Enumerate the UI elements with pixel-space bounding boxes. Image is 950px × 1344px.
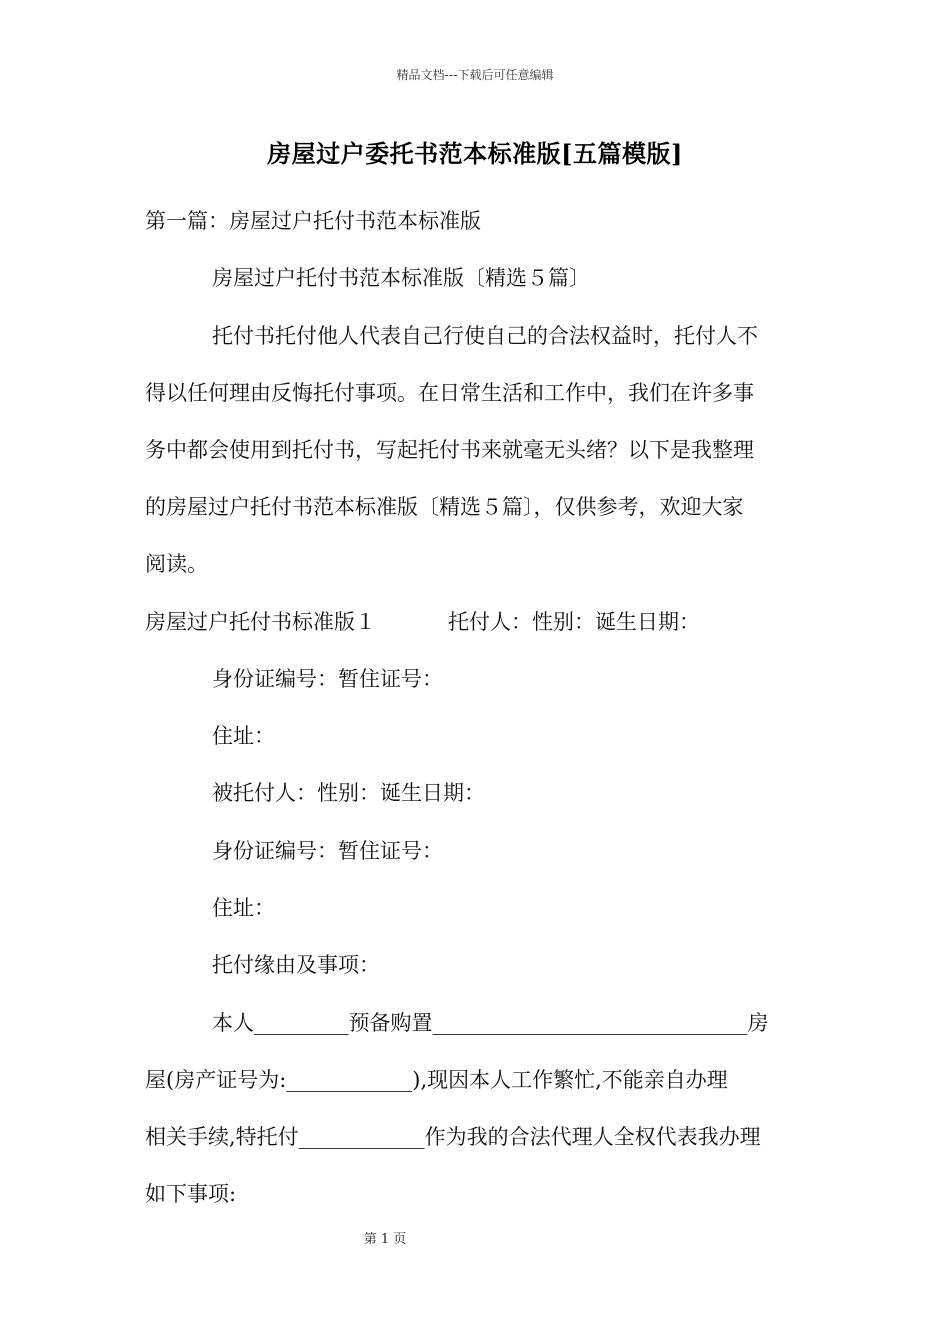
reason-label: 托付缘由及事项： [212, 953, 380, 977]
paragraph-line: 阅读。 [145, 552, 208, 576]
body-line: 屋(房产证号为:____________),现因本人工作繁忙,不能亲自办理 [145, 1068, 728, 1092]
id-line: 身份证编号：暂住证号： [212, 839, 443, 863]
principal-fields: 托付人：性别：诞生日期： [448, 610, 700, 634]
paragraph-line: 托付书托付他人代表自己行使自己的合法权益时，托付人不 [212, 324, 758, 348]
paragraph-line: 得以任何理由反悔托付事项。在日常生活和工作中，我们在许多事 [145, 381, 754, 405]
body-line: 相关手续,特托付____________作为我的合法代理人全权代表我办理 [145, 1125, 761, 1149]
header-note: 精品文档---下载后可任意编辑 [396, 68, 554, 82]
body-line: 如下事项: [145, 1182, 237, 1206]
id-line: 身份证编号：暂住证号： [212, 667, 443, 691]
agent-line: 被托付人：性别：诞生日期： [212, 781, 485, 805]
subheading: 房屋过户托付书范本标准版〔精选５篇〕 [212, 266, 590, 290]
paragraph-line: 的房屋过户托付书范本标准版〔精选５篇〕，仅供参考，欢迎大家 [145, 495, 744, 519]
section-heading: 第一篇：房屋过户托付书范本标准版 [145, 209, 481, 233]
address-line: 住址： [212, 896, 275, 920]
address-line: 住址： [212, 724, 275, 748]
body-line: 本人_________预备购置______________________________房 [212, 1011, 769, 1035]
form-title: 房屋过户托付书标准版１ [145, 610, 376, 634]
document-title: 房屋过户委托书范本标准版[五篇模版] [267, 139, 683, 168]
form-title-row [145, 608, 700, 636]
paragraph-line: 务中都会使用到托付书，写起托付书来就毫无头绪？以下是我整理 [145, 438, 754, 462]
page-footer: 第 1 页 [363, 1232, 407, 1247]
